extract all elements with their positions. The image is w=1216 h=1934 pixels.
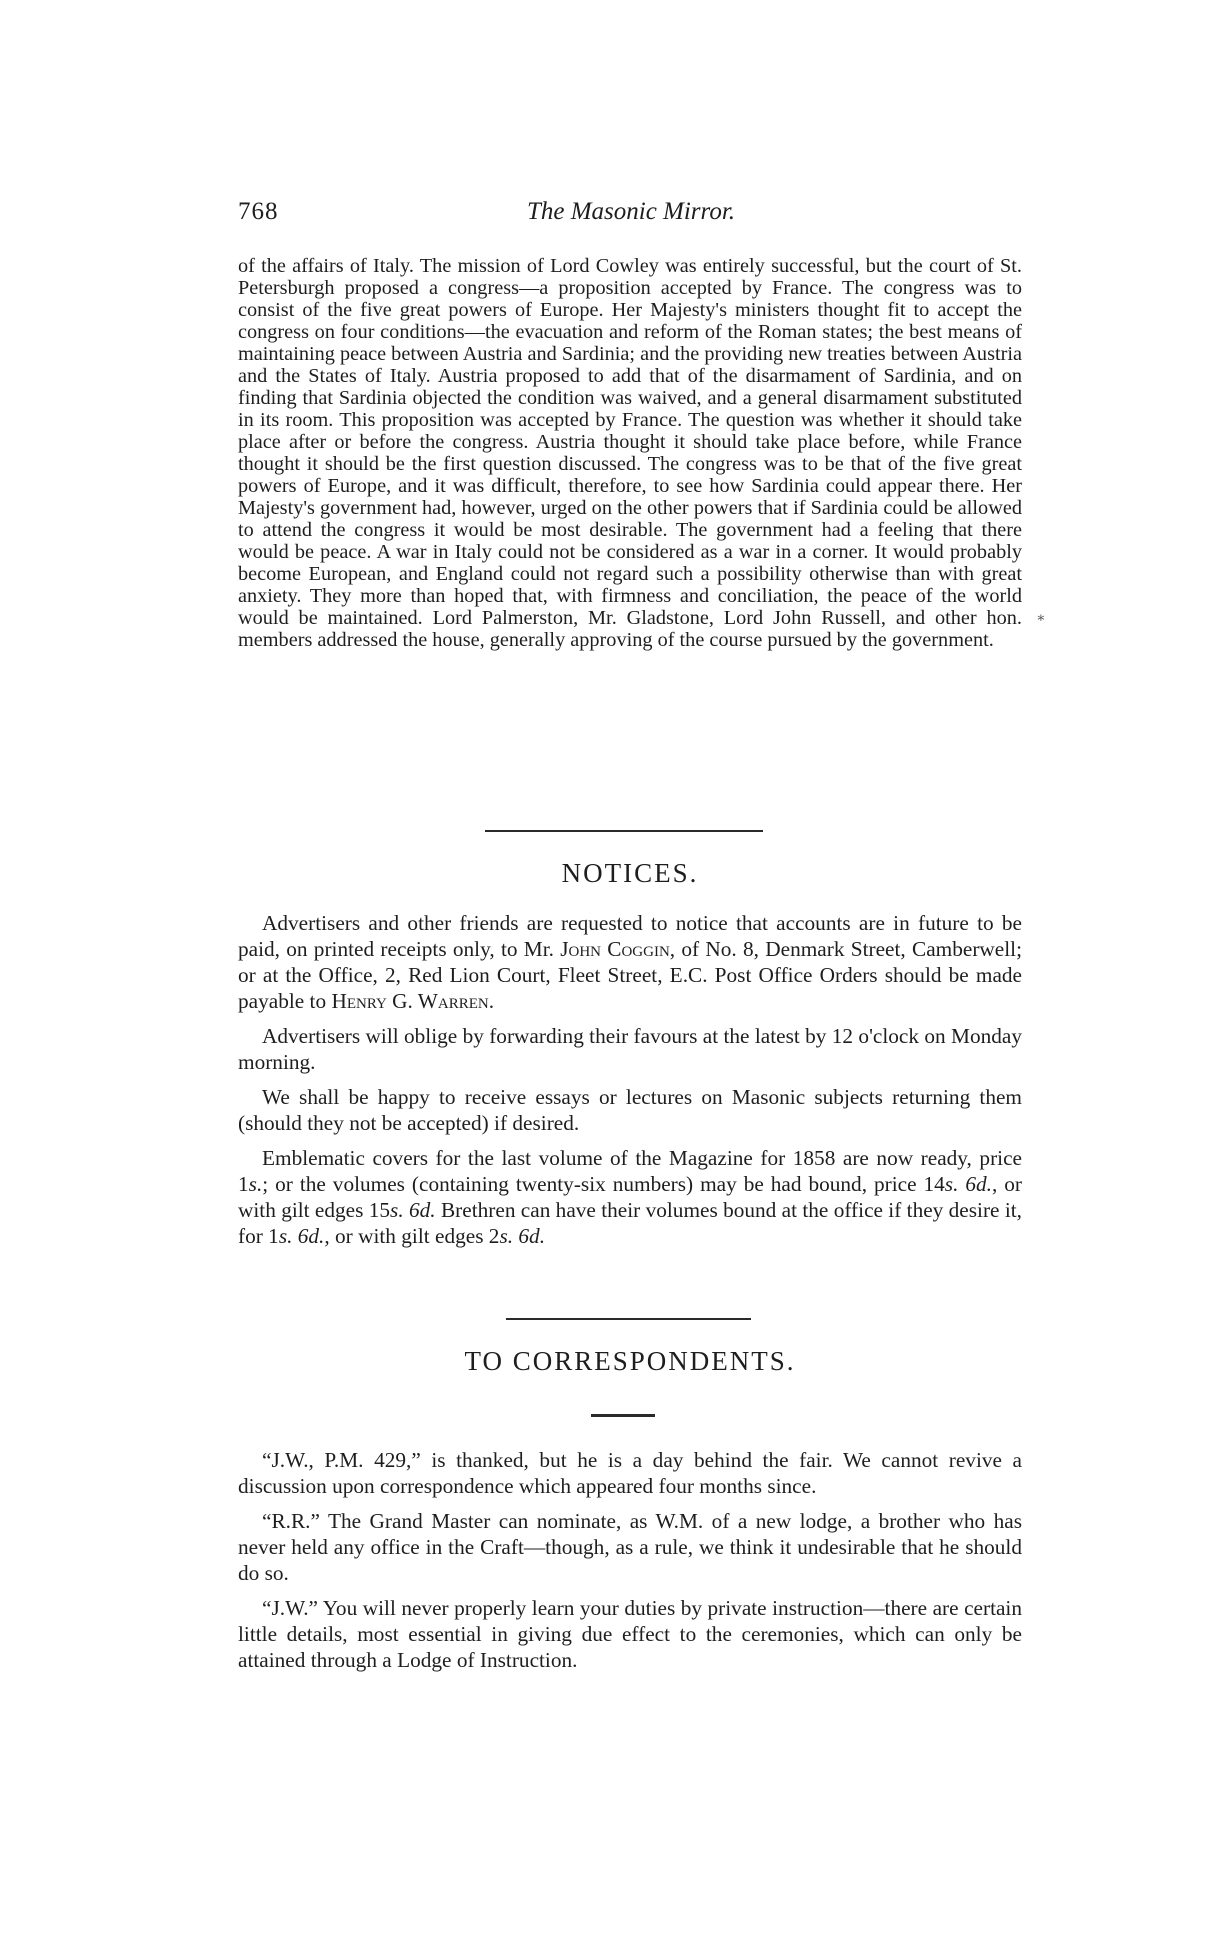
name-john-coggin: John Coggin bbox=[560, 937, 670, 961]
notice-paragraph: Advertisers will oblige by forwarding their favours at the latest by 12 o'clock on Monday morning. bbox=[238, 1024, 1022, 1074]
correspondent-note: “R.R.” The Grand Master can nominate, as W.M. of a new lodge, a brother who has never held any office in the Craft—though, as a rule, we think it undesirable that he should do so. bbox=[238, 1509, 1022, 1585]
continued-article bbox=[238, 255, 1022, 651]
margin-mark: ∗ bbox=[1036, 611, 1046, 626]
article-paragraph: of the affairs of Italy. The mission of Lord Cowley was entirely successful, but the court of St. Petersburgh proposed a congress—a proposition accepted by France. The congress was to consist of the five great powers of Europe. Her Majesty's ministers thought fit to accept the congress on four conditions—the evacuation and reform of the Roman states; the best means of maintaining peace between Austria and Sardinia; and the providing new treaties between Austria and the States of Italy. Austria proposed to add that of the disarmament of Sardinia, and on finding that Sardinia objected the condition was waived, and a general disarmament substituted in its room. This proposition was accepted by France. The question was whether it should take place after or before the congress. Austria thought it should take place before, while France thought it should be the first question discussed. The congress was to be that of the five great powers of Europe, and it was difficult, therefore, to see how Sardinia could appear there. Her Majesty's government had, however, urged on the other powers that if Sardinia could be allowed to attend the congress it would be most desirable. The government had a feeling that there would be peace. A war in Italy could not be considered as a war in a corner. It would probably become European, and England could not regard such a possibility otherwise than with great anxiety. They more than hoped that, with firmness and conciliation, the peace of the world would be maintained. Lord Palmerston, Mr. Gladstone, Lord John Russell, and other hon. members addressed the house, generally approving of the course pursued by the government. bbox=[238, 255, 1022, 651]
page-header bbox=[238, 198, 1024, 232]
page-number: 768 bbox=[238, 198, 279, 225]
notice-paragraph: We shall be happy to receive essays or lectures on Masonic subjects returning them (should they not be accepted) if desired. bbox=[238, 1085, 1022, 1135]
notice-paragraph: Advertisers and other friends are requested to notice that accounts are in future to be paid, on printed receipts only, to Mr. John Coggin, of No. 8, Denmark Street, Camberwell; or at the Office, 2, Red Lion Court, Fleet Street, E.C. Post Office Orders should be made payable to Henry G. Warren. bbox=[238, 911, 1022, 1013]
running-title: The Masonic Mirror. bbox=[526, 198, 736, 225]
correspondents-section bbox=[238, 1447, 1022, 1682]
correspondent-note: “J.W.” You will never properly learn your duties by private instruction—there are certain little details, most essential in giving due effect to the ceremonies, which can only be attained through a Lodge of Instruction. bbox=[238, 1596, 1022, 1672]
notices-heading: NOTICES. bbox=[561, 858, 699, 888]
notice-paragraph: Emblematic covers for the last volume of the Magazine for 1858 are now ready, price 1s.; or the volumes (containing twenty-six numbers) may be had bound, price 14s. 6d., or with gilt edges 15s. 6d. Brethren can have their volumes bound at the office if they desire it, for 1s. 6d., or with gilt edges 2s. 6d. bbox=[238, 1146, 1022, 1248]
correspondents-heading: TO CORRESPONDENTS. bbox=[464, 1346, 796, 1376]
heading-ornament-rule bbox=[591, 1414, 655, 1417]
section-divider bbox=[485, 830, 763, 832]
name-henry-warren: Henry G. Warren bbox=[331, 989, 489, 1013]
correspondent-note: “J.W., P.M. 429,” is thanked, but he is a day behind the fair. We cannot revive a discussion upon correspondence which appeared four months since. bbox=[238, 1448, 1022, 1498]
notices-section bbox=[238, 910, 1022, 1258]
section-divider bbox=[506, 1318, 751, 1320]
